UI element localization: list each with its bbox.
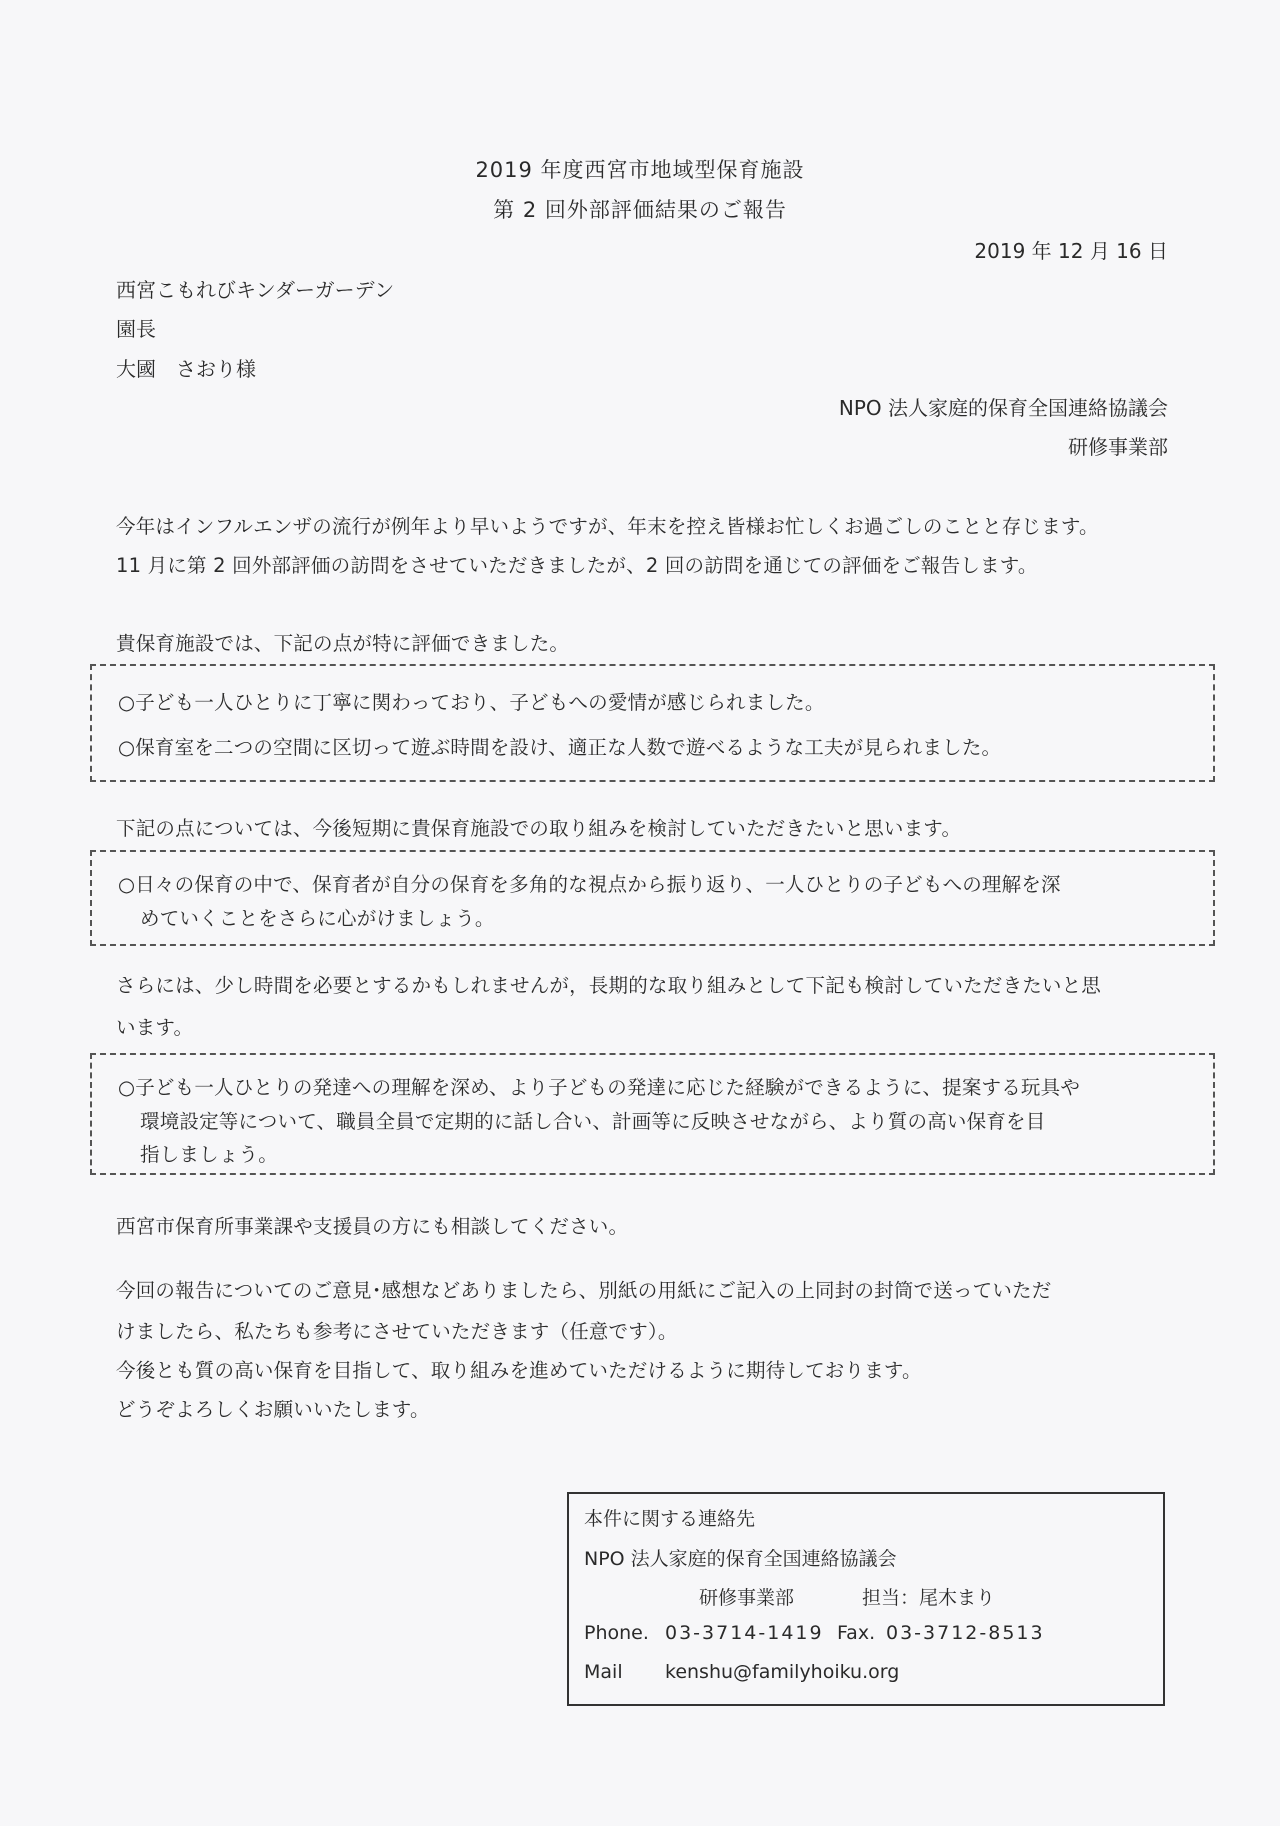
contact-mail-label: Mail xyxy=(584,1661,623,1683)
contact-person: 担当：尾木まり xyxy=(862,1587,996,1609)
contact-fax-label: Fax. xyxy=(837,1622,876,1644)
long-term-box xyxy=(90,1053,1215,1175)
contact-box xyxy=(567,1492,1165,1706)
short-term-box xyxy=(90,850,1215,946)
sender-department: 研修事業部 xyxy=(1068,435,1168,459)
short-term-line-1: ○日々の保育の中で、保育者が自分の保育を多角的な視点から振り返り、一人ひとりの子どもへの理解を深 xyxy=(118,873,1061,896)
short-term-heading: 下記の点については、今後短期に貴保育施設での取り組みを検討していただきたいと思います。 xyxy=(116,817,962,840)
recipient-position: 園長 xyxy=(116,317,156,341)
contact-phone: 03-3714-1419 xyxy=(665,1622,824,1644)
contact-department: 研修事業部 xyxy=(699,1587,795,1609)
good-points-box xyxy=(90,664,1215,782)
contact-heading: 本件に関する連絡先 xyxy=(584,1508,756,1530)
recipient-name: 大國 さおり様 xyxy=(116,357,256,381)
closing-line-1: 今回の報告についてのご意見･感想などありましたら、別紙の用紙にご記入の上同封の封筒で送っていただ xyxy=(116,1279,1052,1302)
short-term-line-2: めていくことをさらに心がけましょう。 xyxy=(140,907,495,930)
long-term-heading-line-2: います。 xyxy=(116,1016,194,1039)
long-term-line-2: 環境設定等について、職員全員で定期的に話し合い、計画等に反映させながら、より質の高い保育を目 xyxy=(140,1110,1046,1133)
long-term-line-1: ○子ども一人ひとりの発達への理解を深め、より子どもの発達に応じた経験ができるように、提案する玩具や xyxy=(118,1076,1081,1099)
contact-fax: 03-3712-8513 xyxy=(886,1622,1045,1644)
intro-line-2: 11 月に第 2 回外部評価の訪問をさせていただきましたが、2 回の訪問を通じての評価をご報告します。 xyxy=(116,554,1038,577)
good-points-heading: 貴保育施設では、下記の点が特に評価できました。 xyxy=(116,632,570,655)
recipient-facility: 西宮こもれびキンダーガーデン xyxy=(116,278,395,302)
contact-organization: NPO 法人家庭的保育全国連絡協議会 xyxy=(584,1548,897,1570)
consult-line: 西宮市保育所事業課や支援員の方にも相談してください。 xyxy=(116,1215,629,1238)
title-line-1: 2019 年度西宮市地域型保育施設 xyxy=(475,158,805,182)
closing-line-2: けましたら、私たちも参考にさせていただきます（任意です）。 xyxy=(116,1320,678,1343)
letter-date: 2019 年 12 月 16 日 xyxy=(974,239,1168,263)
contact-mail: kenshu@familyhoiku.org xyxy=(665,1661,900,1683)
intro-line-1: 今年はインフルエンザの流行が例年より早いようですが、年末を控え皆様お忙しくお過ごしのことと存じます。 xyxy=(116,515,1099,538)
title-line-2: 第 2 回外部評価結果のご報告 xyxy=(493,198,787,222)
good-point-item: ○保育室を二つの空間に区切って遊ぶ時間を設け、適正な人数で遊べるような工夫が見られました。 xyxy=(118,736,1002,759)
sender-organization: NPO 法人家庭的保育全国連絡協議会 xyxy=(838,396,1168,420)
long-term-line-3: 指しましょう。 xyxy=(140,1143,278,1166)
contact-phone-label: Phone. xyxy=(584,1622,649,1644)
closing-line-4: どうぞよろしくお願いいたします。 xyxy=(116,1398,430,1421)
closing-line-3: 今後とも質の高い保育を目指して、取り組みを進めていただけるように期待しております。 xyxy=(116,1359,922,1382)
long-term-heading-line-1: さらには、少し時間を必要とするかもしれませんが，長期的な取り組みとして下記も検討していただきたいと思 xyxy=(116,974,1102,997)
good-point-item: ○子ども一人ひとりに丁寧に関わっており、子どもへの愛情が感じられました。 xyxy=(118,691,825,714)
